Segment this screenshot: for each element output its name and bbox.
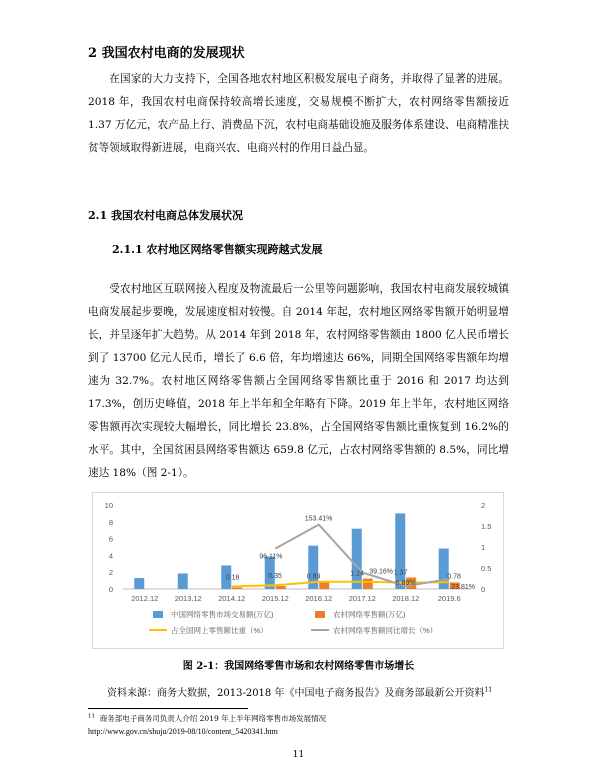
- source-note: [107, 684, 492, 699]
- bar-rural: [363, 579, 373, 589]
- legend-label: 农村网络零售额同比增长（%）: [333, 626, 438, 635]
- paragraph-rural-retail: [88, 278, 509, 485]
- paragraph-intro: [88, 68, 509, 160]
- rural-bar-label: 1.37: [393, 569, 408, 577]
- paragraph-intro-text: 在国家的大力支持下，全国各地农村地区积极发展电子商务，并取得了显著的进展。2018 年，我国农村电商保持较高增长速度，交易规模不断扩大，农村网络零售额接近 1.37 万亿元，农产品上行、消费品下沉，农村电商基础设施及服务体系建设、电商精准扶贫等领域取得新进展，电商兴农、电商兴村的作用日益凸显。: [88, 73, 509, 154]
- section-heading: 2 我国农村电商的发展现状: [88, 46, 245, 61]
- y2-tick-label: 0.5: [481, 564, 492, 573]
- legend-label: 占全国网上零售额比重（%）: [171, 626, 268, 635]
- y-tick-label: 8: [108, 517, 113, 527]
- rural-bar-label: 0.78: [447, 573, 461, 581]
- page-number: 11: [292, 750, 305, 760]
- y2-tick-label: 1.5: [481, 522, 492, 531]
- y2-tick-label: 0: [481, 585, 486, 594]
- x-tick-label: 2017.12: [348, 594, 376, 603]
- figure-chart: [92, 492, 504, 649]
- legend-label: 中国网络零售市场交易额(万亿): [171, 610, 274, 619]
- subsection-heading: 2.1 我国农村电商总体发展状况: [88, 209, 243, 222]
- y2-tick-label: 1: [481, 543, 486, 552]
- source-footnote-ref[interactable]: 11: [484, 686, 493, 694]
- growth-line-label: 6.89%: [395, 580, 416, 588]
- x-tick-label: 2012.12: [131, 594, 159, 603]
- source-note-text: 资料来源：商务大数据，2013-2018 年《中国电子商务报告》及商务部最新公开资料: [107, 688, 485, 699]
- bar-national: [134, 578, 144, 589]
- bar-national: [178, 573, 188, 589]
- paragraph-rural-retail-text: 受农村地区互联网接入程度及物流最后一公里等问题影响，我国农村电商发展较城镇电商发展起步要晚，发展速度相对较慢。自 2014 年起，农村地区网络零售额开始明显增长，并呈逐年扩大趋势。从 2014 年到 2018 年，农村网络零售额由 1800 亿人民币增长到了 13700 亿元人民币，增长了 6.6 倍，年均增速达 66%，同期全国网络零售额年均增速为 32.7%。农村地区网络零售额占全国网络零售额比重于 2016 和 2017 均达到 17.3%，创历史峰值，2018 年上半年和全年略有下降。2019 年上半年，农村地区网络零售额再次实现较大幅增长，同比增长 23.8%，占全国网络零售额比重恢复到 16.2%的水平。其中，全国贫困县网络零售额达 659.8 亿元，占农村网络零售额的 8.5%，同比增速达 18%（图 2-1）。: [88, 283, 509, 479]
- y-tick-label: 6: [108, 534, 113, 544]
- figure-caption: 图 2-1：我国网络零售市场和农村网络零售市场增长: [182, 661, 415, 672]
- y-tick-label: 10: [104, 501, 113, 510]
- x-tick-label: 2015.12: [261, 594, 289, 603]
- bar-national: [395, 513, 405, 589]
- x-tick-label: 2018.12: [392, 594, 420, 603]
- x-tick-label: 2014.12: [218, 594, 246, 603]
- rural-bar-label: 0.89: [306, 573, 321, 581]
- x-tick-label: 2016.12: [305, 594, 333, 603]
- subsubsection-heading: 2.1.1 农村地区网络零售额实现跨越式发展: [112, 243, 323, 256]
- x-tick-label: 2019.6: [437, 594, 461, 603]
- bar-national: [352, 529, 362, 589]
- y2-tick-label: 2: [481, 501, 486, 510]
- rural-bar-label: 0.35: [268, 573, 282, 581]
- bar-rural: [232, 587, 242, 589]
- growth-line-label: 96.11%: [259, 553, 283, 561]
- legend-swatch: [315, 611, 325, 618]
- x-tick-label: 2013.12: [174, 594, 202, 603]
- bar-rural: [276, 586, 286, 589]
- y-tick-label: 0: [108, 585, 113, 594]
- chart-svg: [93, 493, 503, 648]
- growth-line-label: 23.81%: [451, 583, 475, 591]
- y-tick-label: 4: [108, 551, 113, 561]
- legend-swatch: [153, 611, 163, 618]
- legend-label: 农村网络零售额(万亿): [333, 610, 406, 619]
- footnote-mark: 11: [88, 713, 95, 720]
- footnote-divider: [88, 708, 248, 709]
- rural-bar-label: 0.18: [225, 574, 240, 582]
- footnote-url[interactable]: http://www.gov.cn/shuju/2019-08/10/content_5420341.htm: [88, 727, 278, 736]
- rural-bar-label: 1.24: [350, 570, 364, 578]
- footnote-text: 商务部电子商务司负责人介绍 2019 年上半年网络零售市场发展情况: [99, 714, 327, 723]
- y-tick-label: 2: [108, 568, 113, 578]
- growth-line-label: 39.16%: [369, 568, 393, 576]
- growth-line-label: 153.41%: [304, 515, 333, 523]
- footnote: [88, 713, 326, 724]
